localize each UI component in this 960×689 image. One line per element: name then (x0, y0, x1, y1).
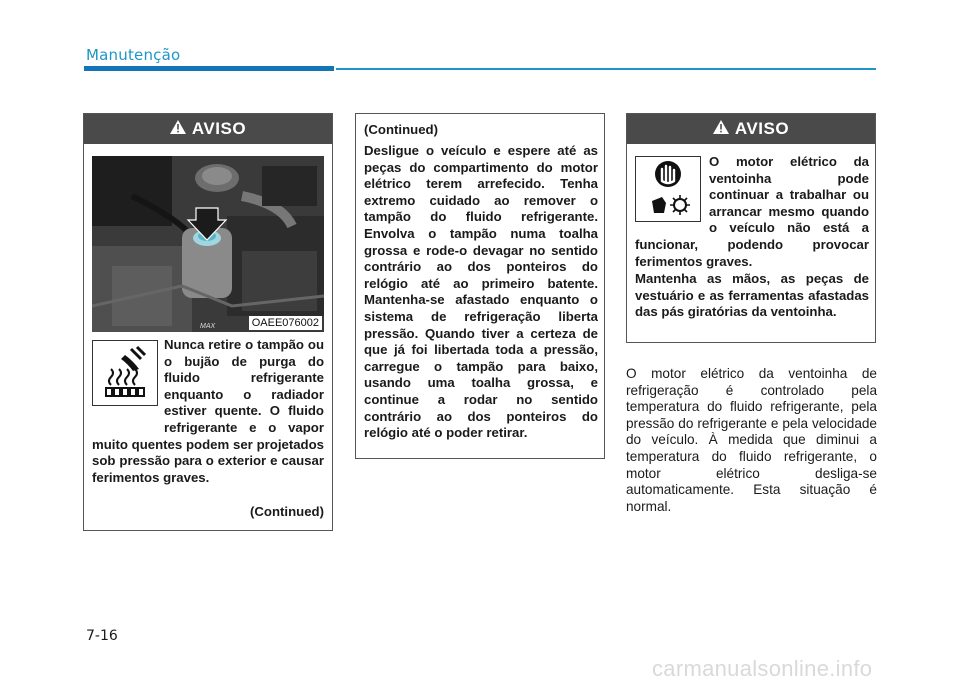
warning-left-body: Nunca retire o tampão ou o bujão de purga do fluido refrigerante enquanto o radiador estiver quente. O fluido refrigerante e o vapor muito quentes podem ser projetados sob pressão para o exterior e causar ferimentos graves. (92, 337, 324, 485)
warning-right-text (635, 154, 869, 270)
warning-box-right (626, 113, 876, 343)
header-rule-light (336, 68, 876, 70)
engine-bay-illustration (92, 156, 324, 332)
watermark: carmanualsonline.info (652, 656, 873, 681)
warning-box-left (83, 113, 333, 531)
section-title: Manutenção (86, 46, 181, 64)
header-rule-dark (84, 66, 334, 71)
photo-max-label: MAX (200, 323, 216, 330)
warning-heading: AVISO (191, 119, 247, 138)
photo-code: OAEE076002 (249, 316, 322, 330)
warning-heading: AVISO (734, 119, 790, 138)
warning-triangle-icon (170, 119, 186, 139)
engine-bay-photo (92, 156, 324, 332)
warning-box-header (627, 114, 875, 144)
page-number: 7-16 (86, 628, 118, 644)
middle-text: Desligue o veículo e espere até as peças do compartimento do motor elétrico terem arrefecido. Tenha extremo cuidado ao remover o tampão do fluido refrigerante. Envolva o tampão numa toalha grossa e rode-o devagar no sentido contrário ao dos ponteiros do relógio até ao primeiro batente. Mantenha-se afastado enquanto o sistema de refrigeração liberta pressão. Quando tiver a certeza de que já foi libertada toda a pressão, carregue o tampão para baixo, usando uma toalha grossa, e continue a rodar no sentido contrário ao dos ponteiros do relógio até o poder retirar. (364, 143, 598, 441)
icon-spacer (635, 154, 709, 234)
icon-spacer (92, 337, 164, 435)
middle-continued: (Continued) (364, 122, 438, 137)
warning-box-middle (355, 113, 605, 459)
warning-left-text (92, 337, 324, 486)
warning-left-continued: (Continued) (250, 504, 324, 519)
warning-box-header (84, 114, 332, 144)
warning-triangle-icon (713, 119, 729, 139)
warning-right-body-2: Mantenha as mãos, as peças de vestuário e as ferramentas afastadas das pás giratórias da ventoinha. (635, 271, 869, 320)
body-paragraph: O motor elétrico da ventoinha de refrigeração é controlado pela temperatura do fluido refrigerante, pela pressão do refrigerante e pela velocidade do veículo. À medida que diminui a temperatura do fluido refrigerante, o motor elétrico desliga-se automaticamente. Esta situação é normal. (626, 366, 877, 514)
warning-right-body-1: O motor elétrico da ventoinha pode continuar a trabalhar ou arrancar mesmo quando o veículo não está a funcionar, podendo provocar ferimentos graves. (635, 154, 869, 269)
